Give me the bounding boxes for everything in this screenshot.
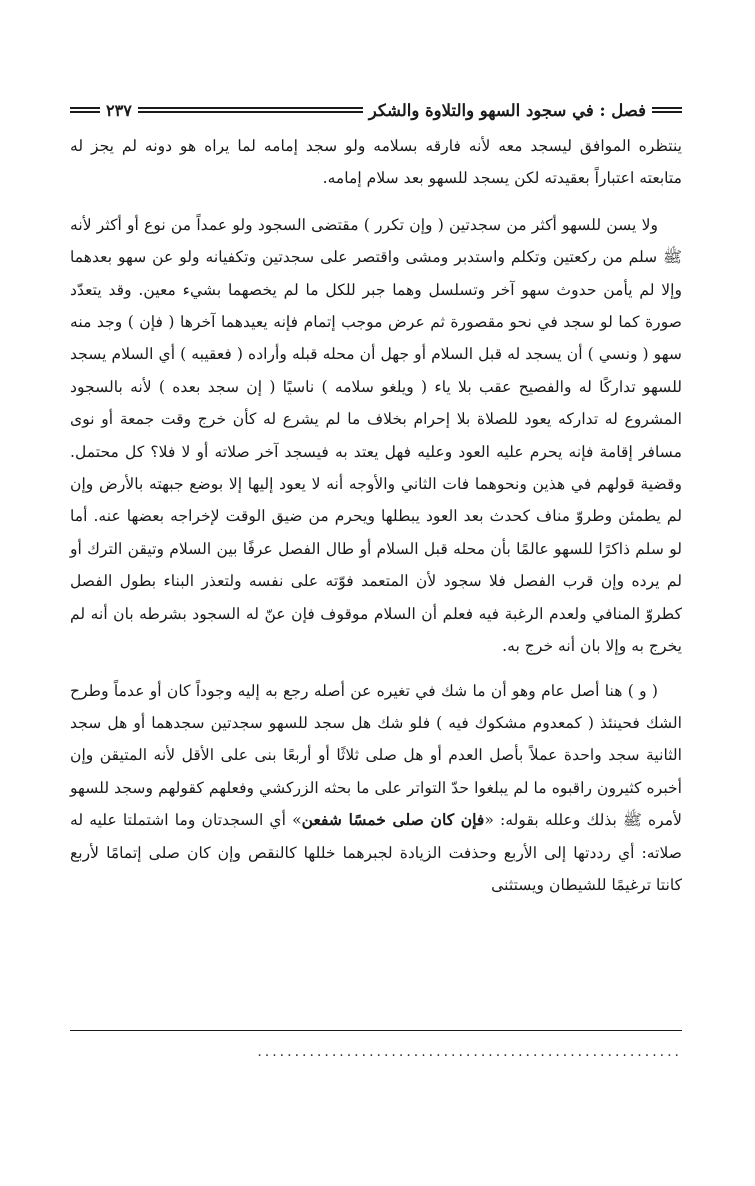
page-number: ٢٣٧	[106, 100, 132, 120]
body-text	[70, 130, 682, 901]
header-rule-left	[70, 107, 100, 113]
paragraph-3	[70, 675, 682, 902]
header-rule-right	[652, 107, 682, 113]
paragraph-2: ولا يسن للسهو أكثر من سجدتين ( وإن تكرر ) مقتضى السجود ولو عمداً من نوع أو أكثر لأنه ﷺ سلم من ركعتين وتكلم واستدبر ومشى واقتصر على سجدتين وتكفيانه ولو عن سهو بعدهما وإلا لم يأمن حدوث سهو آخر وتسلسل وهما جبر للكل ما لم يخصهما بشيء معين. وقد يتعدّد صورة كما لو سجد في نحو مقصورة ثم عرض موجب إتمام فإنه يعيدهما آخرها ( فإن ) وجد منه سهو ( ونسي ) أن يسجد له قبل السلام أو جهل أن محله قبله وأراده ( فعقيبه ) أي السلام يسجد للسهو تداركًا له والفصيح عقب بلا ياء ( ويلغو سلامه ) ناسيًا ( إن سجد بعده ) لأنه بالسجود المشروع له تداركه يعود للصلاة بلا إحرام بخلاف ما لم يشرع له كأن خرج وقت جمعة أو نوى مسافر إقامة فإنه يحرم عليه العود وعليه فهل يعتد به فيسجد آخر صلاته أو لا فلا؟ كل محتمل. وقضية قولهم في هذين ونحوهما فات الثاني والأوجه أنه لا يعود إليها إلا بوضع جبهته بالأرض وإن لم يطمئن وطروّ مناف كحدث بعد العود يبطلها ويحرم من ضيق الوقت لإخراجه بعضها عنه. أما لو سلم ذاكرًا للسهو عالمًا بأن محله قبل السلام أو طال الفصل عرفًا بين السلام وتيقن الترك أو لم يرده وإن قرب الفصل فلا سجود لأن المتعمد فوّته على نفسه ولتعذر البناء بطول الفصل كطروّ المنافي ولعدم الرغبة فيه فعلم أن السلام موقوف فإن عنّ له السجود بشرطه بان أنه لم يخرج به وإلا بان أنه خرج به.	[70, 215, 682, 656]
paragraph-3-text-b: » أي السجدتان وما اشتملتا عليه له صلاته: أي رددتها إلى الأربع وحذفت الزيادة لجبرهما خللها كالنقص وإن كان صلى إتمامًا لأربع كانتا ترغيمًا للشيطان ويستثنى	[70, 811, 682, 894]
paragraph-1: ينتظره الموافق ليسجد معه لأنه فارقه بسلامه ولو سجد إمامه لما يراه هو دونه لم يجز له متابعته اعتباراً بعقيدته لكن يسجد للسهو بعد سلام إمامه.	[70, 137, 682, 188]
running-header	[70, 96, 682, 124]
footnote-dots: .........................................................	[257, 1044, 682, 1060]
header-rule-middle	[138, 107, 363, 113]
page	[70, 96, 682, 913]
hadith-quote: فإن كان صلى خمسًا شفعن	[301, 810, 485, 830]
footnote-separator	[70, 1030, 682, 1031]
paragraph-3-text-a: ( و ) هنا أصل عام وهو أن ما شك في تغيره عن أصله رجع به إليه وجوداً كان أو عدماً وطرح الشك فحينئذ ( كمعدوم مشكوك فيه ) فلو شك هل سجد للسهو سجدتين سجدهما أو هل سجد الثانية سجد واحدة عملاً بأصل العدم أو هل صلى ثلاثًا أو أربعًا بنى على الأقل لأنه المتيقن وإن أخبره كثيرون راقبوه ما لم يبلغوا حدّ التواتر على ما بحثه الزركشي وفعلهم كقولهم وسجد للسهو لأمره ﷺ بذلك وعلله بقوله: «	[70, 681, 682, 830]
header-title: فصل : في سجود السهو والتلاوة والشكر	[368, 100, 646, 120]
